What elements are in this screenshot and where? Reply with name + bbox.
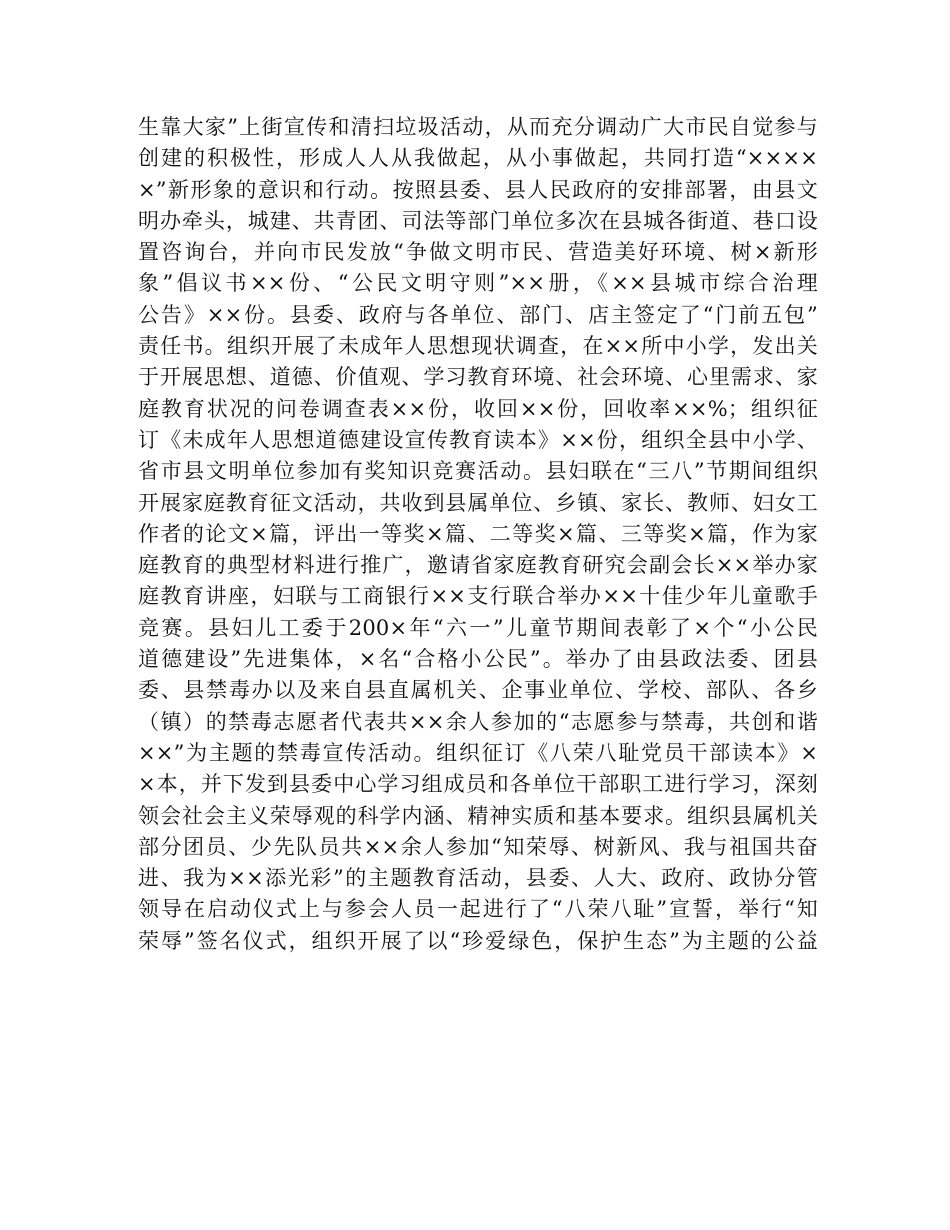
text-line: 庭教育的典型材料进行推广，邀请省家庭教育研究会副会长××举办家 <box>138 553 818 578</box>
text-line: 责任书。组织开展了未成年人思想现状调查，在××所中小学，发出关 <box>138 334 818 359</box>
text-line: 竞赛。县妇儿工委于200×年“六一”儿童节期间表彰了×个“小公民 <box>138 615 818 640</box>
text-line: 庭教育状况的问卷调查表××份，收回××份，回收率××%；组织征 <box>138 396 818 421</box>
text-line: 明办牵头，城建、共青团、司法等部门单位多次在县城各街道、巷口设 <box>138 208 818 233</box>
text-line: 生靠大家”上街宣传和清扫垃圾活动，从而充分调动广大市民自觉参与 <box>138 115 818 139</box>
text-line: 置咨询台，并向市民发放“争做文明市民、营造美好环境、树×新形 <box>138 240 818 265</box>
text-line: ×”新形象的意识和行动。按照县委、县人民政府的安排部署，由县文 <box>138 177 818 202</box>
text-line: 荣辱”签名仪式，组织开展了以“珍爱绿色，保护生态”为主题的公益 <box>138 928 818 953</box>
text-line: 创建的积极性，形成人人从我做起，从小事做起，共同打造“×××× <box>138 146 818 171</box>
text-line: 委、县禁毒办以及来自县直属机关、企事业单位、学校、部队、各乡 <box>138 678 818 703</box>
text-line: 作者的论文×篇，评出一等奖×篇、二等奖×篇、三等奖×篇，作为家 <box>138 521 818 546</box>
text-line: ××”为主题的禁毒宣传活动。组织征订《八荣八耻党员干部读本》× <box>138 740 818 765</box>
text-line: 领会社会主义荣辱观的科学内涵、精神实质和基本要求。组织县属机关 <box>138 803 818 828</box>
body-text <box>138 112 818 957</box>
text-line: （镇）的禁毒志愿者代表共××余人参加的“志愿参与禁毒，共创和谐 <box>138 709 818 734</box>
text-line: 省市县文明单位参加有奖知识竞赛活动。县妇联在“三八”节期间组织 <box>138 459 818 484</box>
text-line: 道德建设”先进集体，×名“合格小公民”。举办了由县政法委、团县 <box>138 647 818 672</box>
text-line: 庭教育讲座，妇联与工商银行××支行联合举办××十佳少年儿童歌手 <box>138 584 818 609</box>
text-line: 公告》××份。县委、政府与各单位、部门、店主签定了“门前五包” <box>138 302 818 327</box>
text-line: 领导在启动仪式上与参会人员一起进行了“八荣八耻”宣誓，举行“知 <box>138 897 818 922</box>
text-line: 部分团员、少先队员共××余人参加“知荣辱、树新风、我与祖国共奋 <box>138 834 818 859</box>
text-line: 开展家庭教育征文活动，共收到县属单位、乡镇、家长、教师、妇女工 <box>138 490 818 515</box>
text-line: 象”倡议书××份、“公民文明守则”××册，《××县城市综合治理 <box>138 271 818 296</box>
text-line: 进、我为××添光彩”的主题教育活动，县委、人大、政府、政协分管 <box>138 866 818 891</box>
text-line: 于开展思想、道德、价值观、学习教育环境、社会环境、心里需求、家 <box>138 365 818 390</box>
text-line: 订《未成年人思想道德建设宣传教育读本》××份，组织全县中小学、 <box>138 427 818 452</box>
text-line: ×本，并下发到县委中心学习组成员和各单位干部职工进行学习，深刻 <box>138 772 818 797</box>
